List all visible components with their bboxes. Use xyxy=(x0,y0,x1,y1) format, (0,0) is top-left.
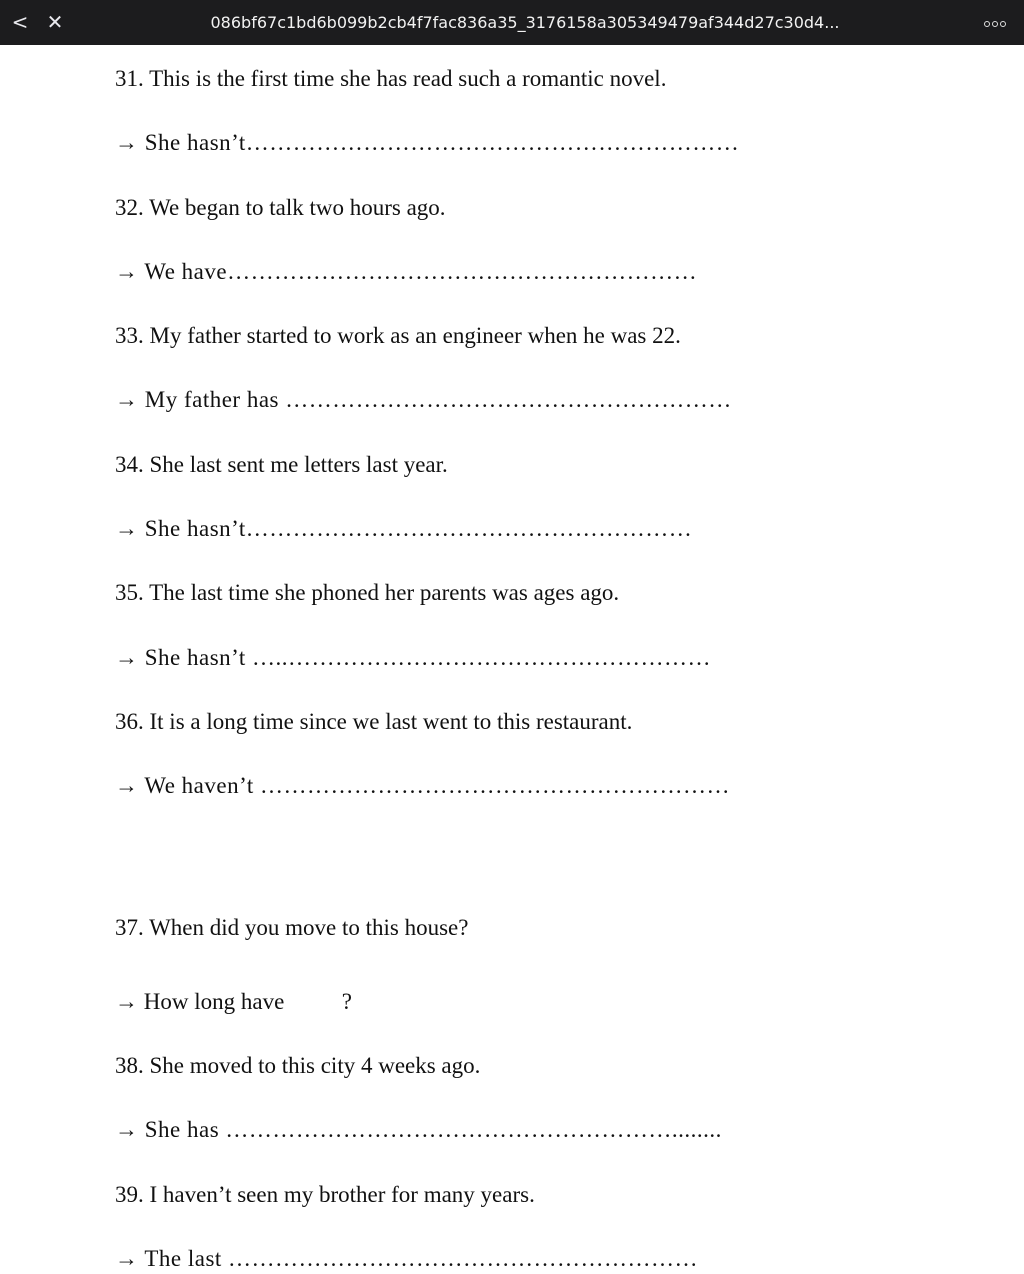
answer-32: → We have…………………………………………………… xyxy=(115,259,698,284)
more-dot-icon xyxy=(984,21,990,27)
answer-38: → She has …………………………………………………........ xyxy=(115,1117,722,1142)
more-dot-icon xyxy=(992,21,998,27)
answer-39: → The last …………………………………………………… xyxy=(115,1246,699,1271)
answer-34: → She hasn’t………………………………………………… xyxy=(115,516,693,541)
question-38: 38. She moved to this city 4 weeks ago. xyxy=(115,1053,481,1078)
answer-37: → How long have ? xyxy=(115,989,352,1014)
question-32: 32. We began to talk two hours ago. xyxy=(115,195,446,220)
more-icon[interactable] xyxy=(984,20,1006,28)
answer-35: → She hasn’t …..……………………………………………… xyxy=(115,645,712,670)
question-39: 39. I haven’t seen my brother for many years. xyxy=(115,1182,535,1207)
back-icon[interactable]: < xyxy=(11,10,29,34)
question-35: 35. The last time she phoned her parents was ages ago. xyxy=(115,580,620,605)
question-34: 34. She last sent me letters last year. xyxy=(115,452,448,477)
answer-33: → My father has ………………………………………………… xyxy=(115,387,732,412)
answer-36: → We haven’t …………………………………………………… xyxy=(115,773,730,798)
question-31: 31. This is the first time she has read such a romantic novel. xyxy=(115,66,667,91)
question-36: 36. It is a long time since we last went to this restaurant. xyxy=(115,709,633,734)
answer-31: → She hasn’t……………………………………………………… xyxy=(115,130,740,155)
browser-top-bar xyxy=(0,0,1024,45)
close-icon[interactable]: ✕ xyxy=(46,10,64,34)
more-dot-icon xyxy=(1000,21,1006,27)
worksheet-content xyxy=(0,45,1024,1274)
page-title: 086bf67c1bd6b099b2cb4f7fac836a35_3176158a305349479af344d27c30d4... xyxy=(210,13,840,32)
question-33: 33. My father started to work as an engineer when he was 22. xyxy=(115,323,681,348)
question-37: 37. When did you move to this house? xyxy=(115,915,469,940)
